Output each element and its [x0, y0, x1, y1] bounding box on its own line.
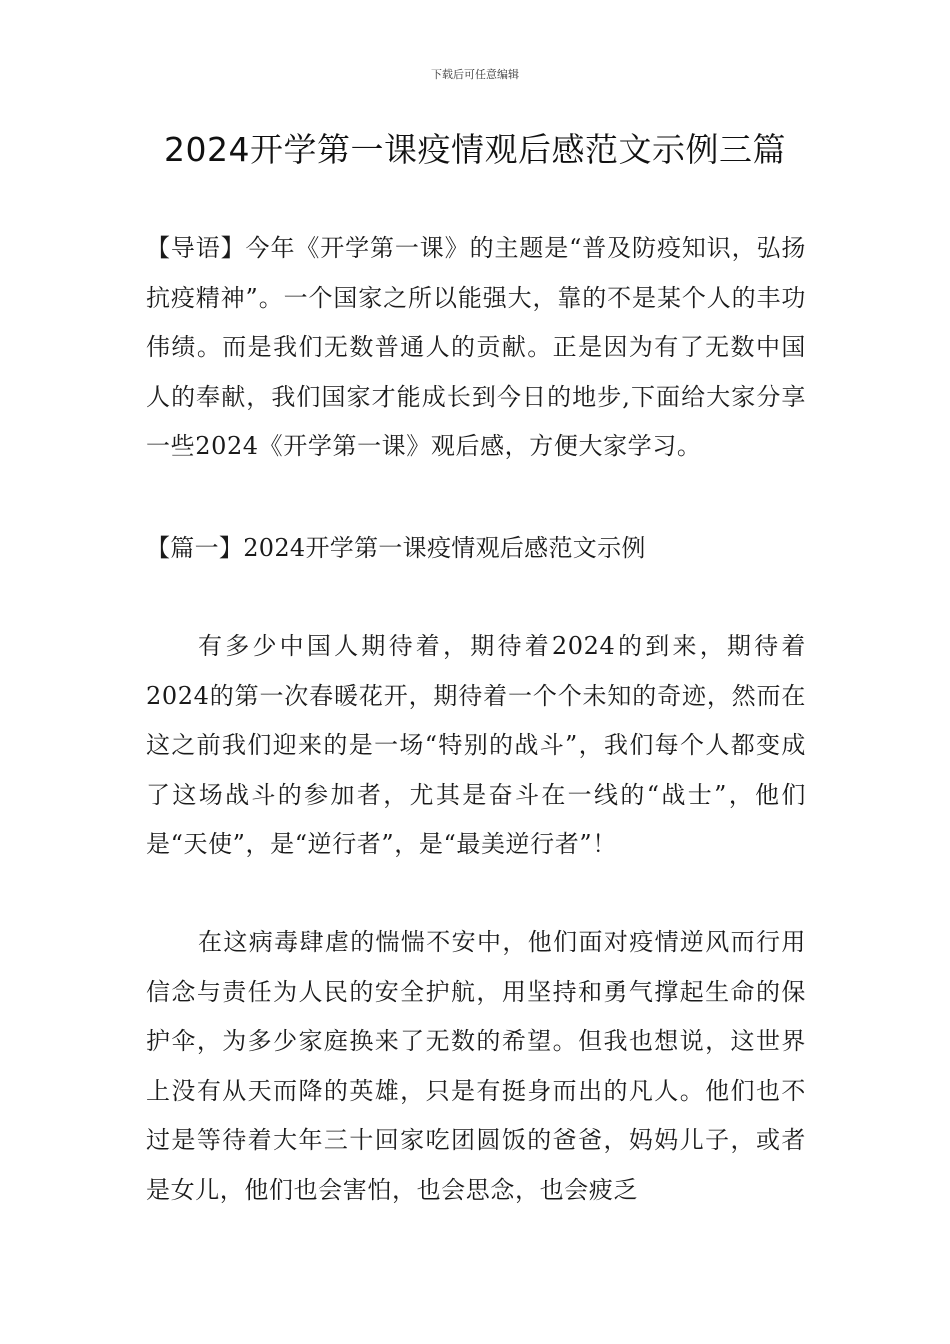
section-heading: 【篇一】2024开学第一课疫情观后感范文示例	[146, 534, 646, 562]
header-note: 下载后可任意编辑	[431, 68, 519, 81]
document-title: 2024开学第一课疫情观后感范文示例三篇	[164, 130, 786, 169]
body-paragraph-1: 有多少中国人期待着，期待着2024的到来，期待着2024的第一次春暖花开，期待着一个个未知的奇迹，然而在这之前我们迎来的是一场“特别的战斗”，我们每个人都变成了这场战斗的参加者，尤其是奋斗在一线的“战士”，他们是“天使”，是“逆行者”，是“最美逆行者”！	[146, 632, 806, 858]
body-paragraph-2: 在这病毒肆虐的惴惴不安中，他们面对疫情逆风而行用信念与责任为人民的安全护航，用坚持和勇气撑起生命的保护伞，为多少家庭换来了无数的希望。但我也想说，这世界上没有从天而降的英雄，只是有挺身而出的凡人。他们也不过是等待着大年三十回家吃团圆饭的爸爸，妈妈儿子，或者是女儿，他们也会害怕，也会思念，也会疲乏	[146, 928, 806, 1204]
intro-paragraph: 【导语】今年《开学第一课》的主题是“普及防疫知识，弘扬抗疫精神”。一个国家之所以能强大，靠的不是某个人的丰功伟绩。而是我们无数普通人的贡献。正是因为有了无数中国人的奉献，我们国家才能成长到今日的地步,下面给大家分享一些2024《开学第一课》观后感，方便大家学习。	[146, 234, 806, 460]
